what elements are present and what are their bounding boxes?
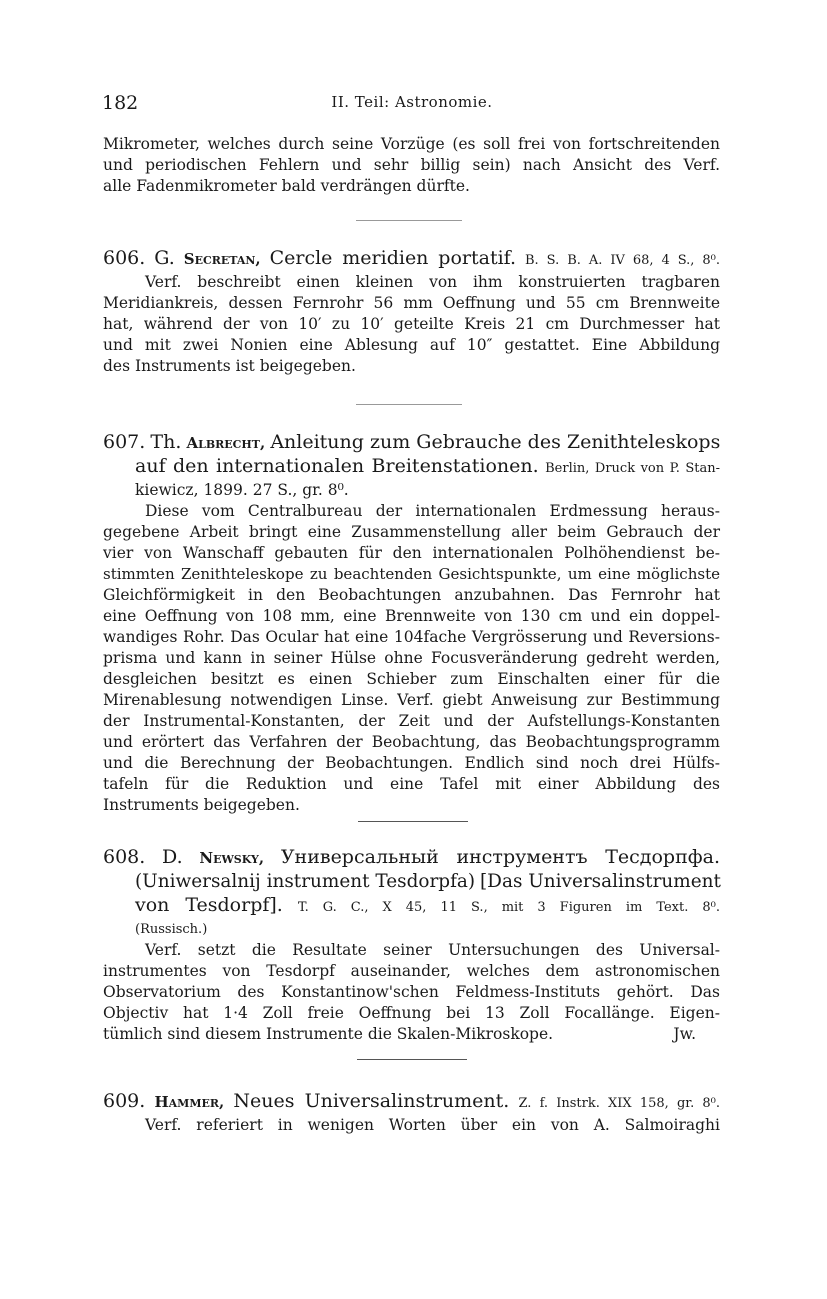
entry-source: B. S. B. A. IV 68, 4 S., 8⁰. [525, 253, 721, 268]
text-line: vier von Wanschaff gebauten für den internationalen Polhöhendienst be- [103, 544, 720, 562]
entry-title: Cercle meridien portatif. [269, 247, 517, 269]
text-line: Observatorium des Konstantinow'schen Feldmess-Instituts gehört. Das [103, 983, 720, 1001]
text-line: der Instrumental-Konstanten, der Zeit und der Aufstellungs-Konstanten [103, 712, 720, 730]
entry-number: 607. [103, 431, 146, 453]
author-name: Hammer, [154, 1093, 225, 1111]
entry-title-german: von Tesdorpf]. [135, 894, 283, 916]
text-line: Meridiankreis, dessen Fernrohr 56 mm Oeffnung und 55 cm Brennweite [103, 294, 720, 312]
separator-rule [358, 821, 468, 822]
text-line: tafeln für die Reduktion und eine Tafel mit einer Abbildung des [103, 775, 720, 793]
text-line: gegebene Arbeit bringt eine Zusammenstellung aller beim Gebrauch der [103, 523, 720, 541]
entry-number: 608. [103, 846, 146, 868]
author-name: Newsky, [199, 849, 265, 867]
page-header [102, 92, 722, 114]
entry-heading-cont [103, 894, 720, 919]
text-line: und periodischen Fehlern und sehr billig sein) nach Ansicht des Verf. [103, 156, 720, 174]
entry-title-russian: Универсальный инструментъ Тесдорпфа. [280, 846, 720, 868]
entry-607 [103, 431, 720, 816]
text-line: Gleichförmigkeit in den Beobachtungen anzubahnen. Das Fernrohr hat [103, 586, 720, 604]
entry-609 [103, 1090, 720, 1136]
intro-paragraph [103, 134, 720, 197]
entry-title: auf den internationalen Breitenstationen. [135, 455, 539, 477]
text-line: wandiges Rohr. Das Ocular hat eine 104fache Vergrösserung und Reversions- [103, 628, 720, 646]
separator-rule [356, 220, 462, 221]
entry-heading [103, 431, 720, 455]
entry-608 [103, 846, 720, 1045]
entry-heading-cont [103, 870, 720, 894]
text-line: Diese vom Centralbureau der internationalen Erdmessung heraus- [145, 502, 720, 520]
text-line: eine Oeffnung von 108 mm, eine Brennweite von 130 cm und ein doppel- [103, 607, 720, 625]
entry-heading-cont [103, 455, 720, 480]
entry-language: (Russisch.) [135, 922, 208, 937]
text-line: prisma und kann in seiner Hülse ohne Focusveränderung gedreht werden, [103, 649, 720, 667]
entry-title: Neues Universalinstrument. [233, 1090, 510, 1112]
text-line: Verf. referiert in wenigen Worten über ein von A. Salmoiraghi [145, 1116, 720, 1134]
text-line: hat, während der von 10′ zu 10′ geteilte Kreis 21 cm Durchmesser hat [103, 315, 720, 333]
author-initial: D. [162, 846, 183, 868]
text-line [103, 1024, 720, 1045]
text-line: desgleichen besitzt es einen Schieber zum Einschalten einer für die [103, 670, 720, 688]
entry-source: T. G. C., X 45, 11 S., mit 3 Figuren im Text. 8⁰. [297, 900, 720, 915]
entry-source: Z. f. Instrk. XIX 158, gr. 8⁰. [518, 1096, 721, 1111]
author-name: Secretan, [183, 250, 261, 268]
running-title: II. Teil: Astronomie. [331, 93, 493, 111]
entry-title-german: [Das Universalinstrument [480, 871, 721, 892]
entry-heading [103, 247, 720, 272]
text-line: und die Berechnung der Beobachtungen. Endlich sind noch drei Hülfs- [103, 754, 720, 772]
entry-606 [103, 247, 720, 377]
entry-number: 609. [103, 1090, 146, 1112]
author-initial: G. [154, 247, 175, 269]
entry-heading [103, 846, 720, 870]
entry-heading [103, 1090, 720, 1115]
entry-number: 606. [103, 247, 146, 269]
entry-source: kiewicz, 1899. 27 S., gr. 8⁰. [135, 481, 349, 499]
text-line: des Instruments ist beigegeben. [103, 357, 356, 375]
entry-title-transliteration: (Uniwersalnij instrument Tesdorpfa) [135, 871, 476, 892]
text-line: Verf. beschreibt einen kleinen von ihm konstruierten tragbaren [145, 273, 720, 291]
page-number: 182 [102, 92, 139, 114]
text-line: instrumentes von Tesdorpf auseinander, welches dem astronomischen [103, 962, 720, 980]
text-line: und mit zwei Nonien eine Ablesung auf 10″ gestattet. Eine Abbildung [103, 336, 720, 354]
entry-title: Anleitung zum Gebrauche des Zenithteleskops [270, 431, 721, 453]
separator-rule [356, 404, 462, 405]
text-line-content: tümlich sind diesem Instrumente die Skalen-Mikroskope. [103, 1025, 554, 1043]
text-line: Instruments beigegeben. [103, 796, 300, 814]
text-line: alle Fadenmikrometer bald verdrängen dürfte. [103, 177, 470, 195]
text-line: und erörtert das Verfahren der Beobachtung, das Beobachtungsprogramm [103, 733, 720, 751]
separator-rule [357, 1059, 467, 1060]
text-line: stimmten Zenithteleskope zu beachtenden Gesichtspunkte, um eine möglichste [103, 565, 720, 583]
author-initial: Th. [150, 431, 182, 453]
text-line: Verf. setzt die Resultate seiner Untersuchungen des Universal- [145, 941, 720, 959]
author-name: Albrecht, [186, 434, 266, 452]
reviewer-initials: Jw. [673, 1025, 696, 1043]
text-line: Mirenablesung notwendigen Linse. Verf. giebt Anweisung zur Bestimmung [103, 691, 720, 709]
text-line: Mikrometer, welches durch seine Vorzüge (es soll frei von fortschreitenden [103, 135, 720, 153]
entry-source: Berlin, Druck von P. Stan- [545, 461, 720, 476]
text-line: Objectiv hat 1·4 Zoll freie Oeffnung bei 13 Zoll Focallänge. Eigen- [103, 1004, 720, 1022]
